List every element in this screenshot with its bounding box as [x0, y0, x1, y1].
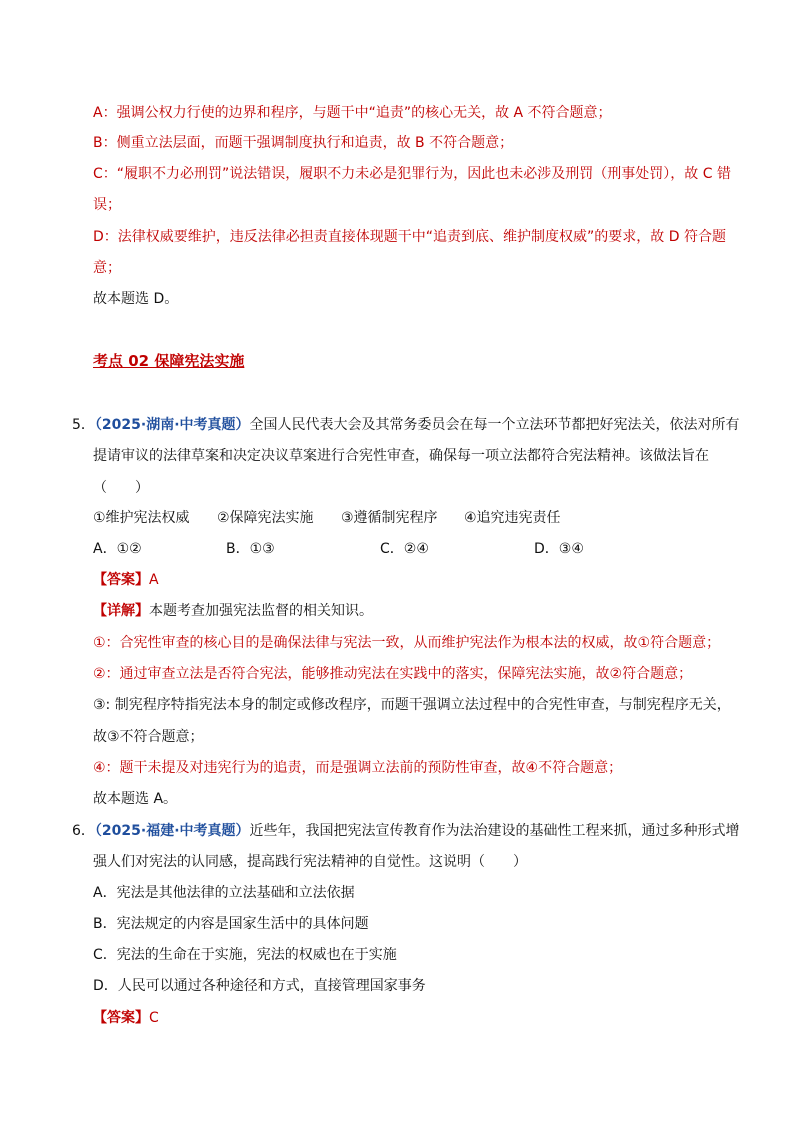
analysis-option-b: B：侧重立法层面，而题干强调制度执行和追责，故 B 不符合题意； — [93, 135, 514, 151]
answer-label: 【答案】 — [93, 572, 149, 588]
q6-option-b: B．宪法规定的内容是国家生活中的具体问题 — [93, 916, 369, 932]
analysis-option-c-line1: C：“履职不力必刑罚”说法错误，履职不力未必是犯罪行为，因此也未必涉及刑罚（刑事处罚），故 C 错 — [93, 166, 731, 182]
q5-explanation-3-line2: 故③不符合题意； — [93, 729, 204, 745]
question-source: （2025·福建·中考真题） — [94, 823, 250, 839]
analysis-option-a: A：强调公权力行使的边界和程序，与题干中“追责”的核心无关，故 A 不符合题意； — [93, 105, 612, 121]
analysis-option-d-line1: D：法律权威要维护，违反法律必担责直接体现题干中“追责到底、维护制度权威”的要求，故 D 符合题 — [93, 229, 726, 245]
q6-option-d: D．人民可以通过各种途径和方式，直接管理国家事务 — [93, 978, 426, 994]
analysis-option-c-line2: 误； — [93, 197, 121, 213]
q5-option-d: D．③④ — [534, 541, 584, 557]
q5-explanation-3-line1: ③: 制宪程序特指宪法本身的制定或修改程序，而题干强调立法过程中的合宪性审查，与制宪程序无关， — [93, 697, 731, 713]
q5-answer — [93, 570, 159, 590]
question-6-stem-line2: 强人们对宪法的认同感，提高践行宪法精神的自觉性。这说明（ ） — [93, 854, 527, 870]
q5-explanation-1: ①：合宪性审查的核心目的是确保法律与宪法一致，从而维护宪法作为根本法的权威，故①符合题意； — [93, 635, 721, 651]
section-heading: 考点 02 保障宪法实施 — [93, 352, 245, 370]
answer-value: A — [149, 572, 159, 588]
q5-detail — [93, 601, 373, 621]
question-5-bracket: （ ） — [93, 480, 149, 496]
detail-label: 【详解】 — [93, 603, 149, 619]
q5-option-c: C．②④ — [380, 541, 429, 557]
q5-item-1: ①维护宪法权威 — [93, 510, 190, 526]
answer-value: C — [149, 1010, 159, 1026]
q6-option-a: A．宪法是其他法律的立法基础和立法依据 — [93, 885, 355, 901]
q5-item-3: ③遵循制宪程序 — [341, 510, 438, 526]
question-6-stem-line1 — [72, 821, 740, 841]
q5-explanation-4: ④：题干未提及对违宪行为的追责，而是强调立法前的预防性审查，故④不符合题意； — [93, 760, 623, 776]
question-number: 6． — [72, 823, 95, 839]
answer-label: 【答案】 — [93, 1010, 149, 1026]
q5-option-b: B．①③ — [226, 541, 275, 557]
q5-option-a: A．①② — [93, 541, 142, 557]
analysis-option-d-line2: 意； — [93, 260, 121, 276]
q6-option-c: C．宪法的生命在于实施，宪法的权威也在于实施 — [93, 947, 397, 963]
analysis-conclusion: 故本题选 D。 — [93, 291, 179, 307]
q5-explanation-2: ②：通过审查立法是否符合宪法，能够推动宪法在实践中的落实，保障宪法实施，故②符合题意； — [93, 666, 693, 682]
question-number: 5． — [72, 417, 95, 433]
question-5-stem-line1 — [72, 415, 740, 435]
question-stem: 全国人民代表大会及其常务委员会在每一个立法环节都把好宪法关，依法对所有 — [249, 417, 740, 433]
question-5-stem-line2: 提请审议的法律草案和决定决议草案进行合宪性审查，确保每一项立法都符合宪法精神。该做法旨在 — [93, 448, 709, 464]
question-source: （2025·湖南·中考真题） — [94, 417, 250, 433]
q5-item-4: ④追究违宪责任 — [464, 510, 561, 526]
question-stem: 近些年，我国把宪法宣传教育作为法治建设的基础性工程来抓，通过多种形式增 — [249, 823, 740, 839]
detail-text: 本题考查加强宪法监督的相关知识。 — [149, 603, 373, 619]
q5-conclusion: 故本题选 A。 — [93, 791, 178, 807]
q5-item-2: ②保障宪法实施 — [217, 510, 314, 526]
q6-answer — [93, 1008, 159, 1028]
